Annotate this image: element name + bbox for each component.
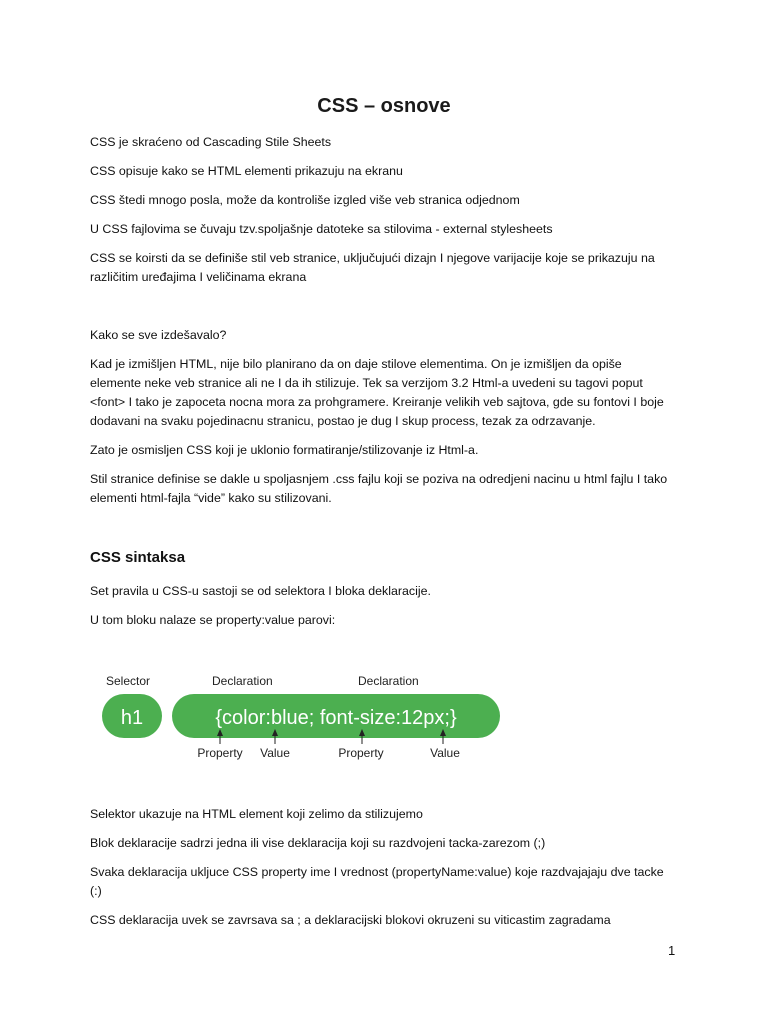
value-label-1: Value <box>260 746 290 760</box>
history-paragraph-1-line-4: dodavani na svaku pojedinacnu stranicu, postao je dug I skup process, tezak za odrzavanje. <box>90 414 596 428</box>
intro-paragraph-5-line-2: različitim uređajima I veličinama ekrana <box>90 270 307 284</box>
intro-line-3: CSS štedi mnogo posla, može da kontroliše izgled više veb stranica odjednom <box>90 193 520 207</box>
history-paragraph-2: Zato je osmisljen CSS koji je uklonio formatiranje/stilizovanje iz Html-a. <box>90 443 479 457</box>
history-paragraph-1-line-2: elemente neke veb stranice ali ne I da ih stilizuje. Tek sa verzijom 3.2 Html-a uvedeni su tagovi poput <box>90 376 643 390</box>
page-number: 1 <box>668 943 676 958</box>
intro-line-4: U CSS fajlovima se čuvaju tzv.spoljašnje datoteke sa stilovima - external stylesheets <box>90 222 553 236</box>
history-paragraph-1 <box>90 355 690 431</box>
history-paragraph-1-line-3: <font> I tako je zapoceta nocna mora za prohgramere. Kreiranje velikih veb sajtova, gde su fontovi I boje <box>90 395 664 409</box>
syntax-paragraph-1: Set pravila u CSS-u sastoji se od selektora I bloka deklaracije. <box>90 584 431 598</box>
declaration-text: {color:blue; font-size:12px;} <box>215 707 457 729</box>
history-paragraph-1-line-1: Kad je izmišljen HTML, nije bilo planirano da on daje stilove elementima. On je izmišljen da opiše <box>90 357 622 371</box>
declaration-label-2: Declaration <box>358 674 419 688</box>
history-paragraph-3-line-2: elementi html-fajla “vide” kako su stilizovani. <box>90 491 332 505</box>
history-paragraph-3-line-1: Stil stranice definise se dakle u spoljasnjem .css fajlu koji se poziva na odredjeni nacinu u html fajlu I tako <box>90 472 668 486</box>
value-label-2: Value <box>430 746 460 760</box>
intro-line-1: CSS je skraćeno od Cascading Stile Sheets <box>90 135 332 149</box>
selector-text: h1 <box>120 707 144 729</box>
rule-line-2: Blok deklaracije sadrzi jedna ili vise deklaracija koji su razdvojeni tacka-zarezom (;) <box>90 836 546 850</box>
syntax-paragraph-2: U tom bloku nalaze se property:value parovi: <box>90 613 336 627</box>
intro-line-2: CSS opisuje kako se HTML elementi prikazuju na ekranu <box>90 164 403 178</box>
intro-paragraph-5 <box>90 249 690 287</box>
syntax-heading: CSS sintaksa <box>90 549 186 566</box>
selector-label: Selector <box>106 674 151 688</box>
intro-paragraph-5-line-1: CSS se koirsti da se definiše stil veb stranice, uključujući dizajn I njegove varijacije koje se prikazuju na <box>90 251 655 265</box>
property-label-1: Property <box>197 746 243 760</box>
rule-paragraph-3 <box>90 863 690 901</box>
rule-line-1: Selektor ukazuje na HTML element koji zelimo da stilizujemo <box>90 807 423 821</box>
history-paragraph-3 <box>90 470 690 508</box>
css-syntax-diagram-svg <box>96 668 516 768</box>
history-question: Kako se sve izdešavalo? <box>90 328 227 342</box>
property-label-2: Property <box>338 746 384 760</box>
declaration-label-1: Declaration <box>212 674 273 688</box>
rule-paragraph-3-line-2: (:) <box>90 884 102 898</box>
css-syntax-diagram <box>96 668 516 768</box>
rule-paragraph-3-line-1: Svaka deklaracija ukljuce CSS property ime I vrednost (propertyName:value) koje razdvajajaju dve tacke <box>90 865 664 879</box>
document-title: CSS – osnove <box>317 95 451 117</box>
rule-line-4: CSS deklaracija uvek se zavrsava sa ; a deklaracijski blokovi okruzeni su viticastim zagradama <box>90 913 611 927</box>
